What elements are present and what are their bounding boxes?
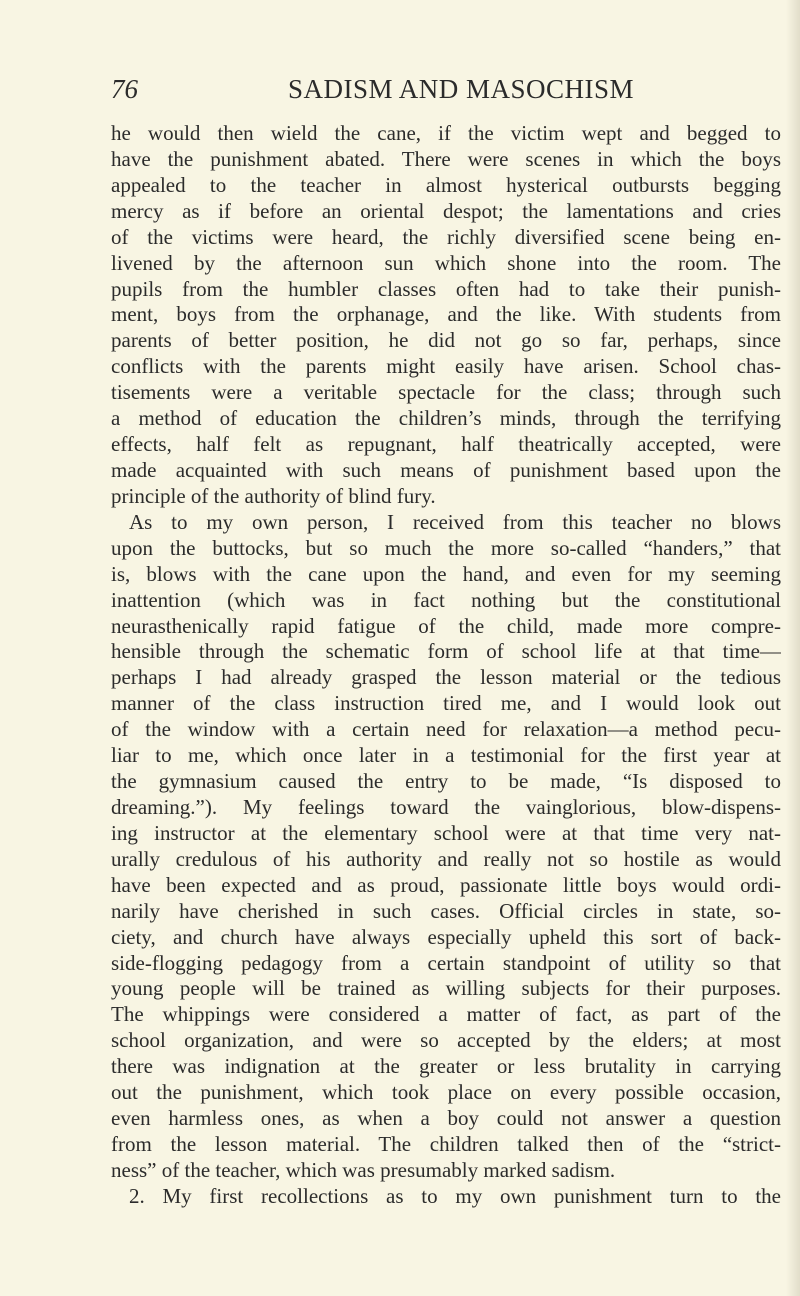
text-line: effects, half felt as repugnant, half theatrically accepted, were (111, 432, 781, 457)
text-line: livened by the afternoon sun which shone into the room. The (111, 250, 781, 275)
text-line: The whippings were considered a matter of fact, as part of the (111, 1002, 781, 1027)
text-line: side-flogging pedagogy from a certain standpoint of utility so that (111, 950, 781, 975)
text-line: tisements were a veritable spectacle for the class; through such (111, 380, 781, 405)
text-line: neurasthenically rapid fatigue of the child, made more compre- (111, 613, 781, 638)
text-line: ing instructor at the elementary school were at that time very nat- (111, 820, 781, 845)
text-line: 2. My first recollections as to my own punishment turn to the (129, 1183, 781, 1208)
text-line: out the punishment, which took place on every possible occasion, (111, 1080, 781, 1105)
text-line: ness” of the teacher, which was presumably marked sadism. (111, 1157, 616, 1182)
page-number: 76 (111, 74, 138, 104)
text-line: perhaps I had already grasped the lesson material or the tedious (111, 665, 781, 690)
text-line: made acquainted with such means of punishment based upon the (111, 457, 781, 482)
text-line: As to my own person, I received from this teacher no blows (129, 509, 781, 534)
text-line: from the lesson material. The children talked then of the “strict- (111, 1131, 781, 1156)
text-line: there was indignation at the greater or less brutality in carrying (111, 1054, 781, 1079)
text-line: of the victims were heard, the richly diversified scene being en- (111, 224, 781, 249)
text-line: the gymnasium caused the entry to be made, “Is disposed to (111, 769, 781, 794)
text-line: narily have cherished in such cases. Official circles in state, so- (111, 898, 781, 923)
text-line: dreaming.”). My feelings toward the vainglorious, blow-dispens- (111, 794, 781, 819)
text-line: a method of education the children’s minds, through the terrifying (111, 406, 781, 431)
text-line: is, blows with the cane upon the hand, and even for my seeming (111, 561, 781, 586)
text-line: pupils from the humbler classes often had to take their punish- (111, 276, 781, 301)
text-line: mercy as if before an oriental despot; the lamentations and cries (111, 198, 781, 223)
text-line: ment, boys from the orphanage, and the like. With students from (111, 302, 781, 327)
text-line: school organization, and were so accepted by the elders; at most (111, 1028, 781, 1053)
text-line: manner of the class instruction tired me, and I would look out (111, 691, 781, 716)
text-line: have the punishment abated. There were scenes in which the boys (111, 146, 781, 171)
text-line: hensible through the schematic form of school life at that time— (111, 639, 781, 664)
text-line: have been expected and as proud, passionate little boys would ordi- (111, 872, 781, 897)
text-line: parents of better position, he did not go so far, perhaps, since (111, 328, 781, 353)
body-text (111, 121, 781, 1210)
text-line: upon the buttocks, but so much the more so-called “handers,” that (111, 535, 781, 560)
text-line: urally credulous of his authority and really not so hostile as would (111, 846, 781, 871)
running-title: SADISM AND MASOCHISM (287, 74, 635, 104)
text-line: appealed to the teacher in almost hysterical outbursts begging (111, 172, 781, 197)
text-line: he would then wield the cane, if the victim wept and begged to (111, 121, 781, 145)
page-header (111, 74, 781, 110)
text-line: of the window with a certain need for relaxation—a method pecu- (111, 717, 781, 742)
text-line: ciety, and church have always especially upheld this sort of back- (111, 924, 781, 949)
text-line: principle of the authority of blind fury. (111, 483, 436, 508)
page-edge-shadow (786, 0, 800, 1296)
text-line: young people will be trained as willing subjects for their purposes. (111, 976, 781, 1001)
text-line: liar to me, which once later in a testimonial for the first year at (111, 743, 781, 768)
text-line: even harmless ones, as when a boy could not answer a question (111, 1106, 781, 1131)
text-line: inattention (which was in fact nothing but the constitutional (111, 587, 781, 612)
text-line: conflicts with the parents might easily have arisen. School chas- (111, 354, 781, 379)
